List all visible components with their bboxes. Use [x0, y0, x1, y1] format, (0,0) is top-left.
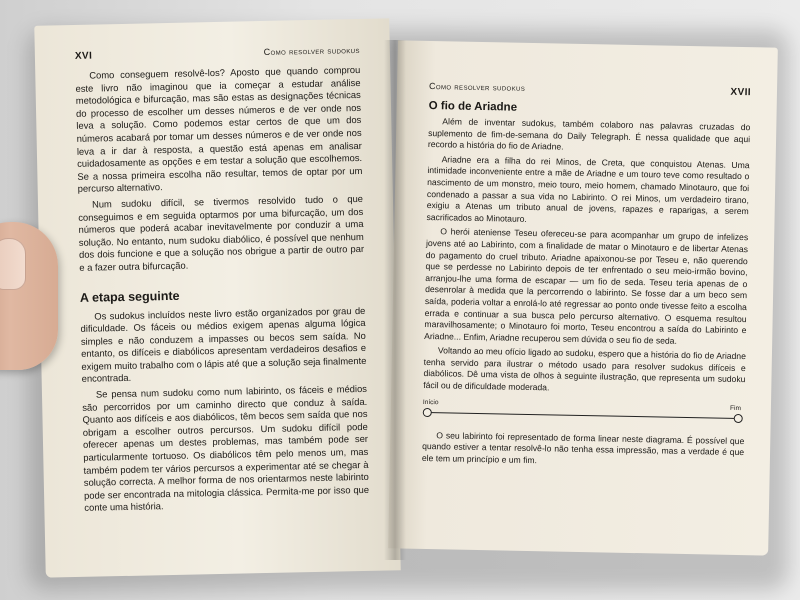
right-page-number: XVII [730, 86, 752, 99]
labyrinth-diagram [423, 396, 745, 430]
left-paragraph: Num sudoku difícil, se tivermos resolvido tudo o que conseguimos e em seguida optarmos por uma bifurcação, um dos números que poderá acabar inevitavelmente por conduzir a uma solução. No entanto, num sudoku diabólico, é possível que nenhum dos dois funcione e que a solução nos obrigue a partir de outro par e a fazer outra bifurcação. [78, 192, 365, 273]
labyrinth-end-node [734, 414, 743, 423]
labyrinth-end-label: Fim [730, 404, 741, 412]
right-paragraph: Ariadne era a filha do rei Minos, de Creta, que conquistou Atenas. Uma intimidade inconveniente entre a mãe de Ariadne e um touro teve como resultado o nascimento de um monstro, meio touro, meio homem, chamado Minotauro, que foi condenado a passar a sua vida no Labirinto. O rei Minos, um verdadeiro tirano, exigiu a Atenas um tributo anual de jovens, rapazes e raparigas, a serem sacrificados ao Minotauro. [426, 154, 750, 224]
left-page-content [75, 45, 370, 518]
holding-thumb [0, 222, 58, 370]
thumbnail-nail [0, 238, 26, 290]
right-paragraph: O herói ateniense Teseu ofereceu-se para acompanhar um grupo de infelizes jovens até ao Labirinto, com a finalidade de matar o Minotauro e de libertar Atenas do pagamento do cruel tributo. Ariadne apaixonou-se por Teseu e, não querendo que se perdesse no Labirinto depois de ter enfrentado o seu meio-irmão bovino, arranjou-lhe uma forma de escapar — um fio de seda. Teseu teria apenas de o desenrolar à medida que la percorrendo o labirinto. Se fosse dar a um beco sem saída, poderia voltar a enrolá-lo até regressar ao ponto onde tivesse feito a escolha errada e continuar a sua busca pelo percurso alternativo. O esquema resultou maravilhosamente; o Minotauro foi morto, Teseu encontrou a saída do Labirinto e Ariadne... Enfim, Ariadne recuperou sem dúvida o seu fio de seda. [424, 226, 749, 346]
right-page-header [429, 81, 751, 98]
right-paragraph: Além de inventar sudokus, também colaboro nas palavras cruzadas do suplemento de fim-de-semana do Daily Telegraph. É nessa qualidade que aqui recordo a história do fio de Ariadne. [427, 116, 751, 152]
right-page [388, 40, 778, 555]
left-section-title: A etapa seguinte [79, 288, 180, 305]
left-paragraph: Os sudokus incluídos neste livro estão organizados por grau de dificuldade. Os fáceis ou médios exigem apenas alguma lógica simples e não conduzem a impasses ou becos sem saída. No entanto, os difíceis e diabólicos apresentam verdadeiros desafios e exigem muito trabalho com o lápis até que a solução seja finalmente encontrada. [80, 304, 367, 385]
right-section-title: O fio de Ariadne [428, 100, 518, 114]
right-closing-paragraph: O seu labirinto foi representado de forma linear neste diagrama. É possível que quando estiver a tentar resolvê-lo não tenha essa impressão, mas a verdade é que ele tem um princípio e um fim. [421, 429, 745, 465]
left-page [34, 18, 400, 577]
labyrinth-path-line [427, 412, 739, 419]
right-page-content [422, 81, 751, 474]
left-page-number: XVI [74, 50, 93, 62]
left-paragraph: Se pensa num sudoku como num labirinto, os fáceis e médios são percorridos por um caminho directo que conduz à saída. Quanto aos difíceis e aos diabólicos, têm becos sem saída que nos obrigam a escolher outros percursos. Um sudoku difícil pode oferecer apenas um destes problemas, mas também pode ser particularmente tortuoso. Os diabólicos têm pelo menos um, mas também podem ter vários percursos a experimentar até se chegar à solução correcta. A melhor forma de nos orientarmos neste labirinto pode ser encontrada na mitologia clássica. Permita-me por isso que conte uma história. [82, 382, 370, 514]
right-running-head: Como resolver sudokus [428, 81, 526, 93]
book-gutter [384, 40, 406, 560]
labyrinth-start-node [423, 408, 432, 417]
right-paragraph: Voltando ao meu ofício ligado ao sudoku, espero que a história do fio de Ariadne tenha servido para ilustrar o método usado para resolver sudokus difíceis e diabólicos. Dê uma vista de olhos à seguinte ilustração, que representa um sudoku fácil ou de dificuldade moderada. [423, 345, 747, 393]
left-page-header [75, 45, 360, 62]
labyrinth-start-label: Início [422, 398, 439, 406]
left-running-head: Como resolver sudokus [263, 44, 360, 57]
left-paragraph: Como conseguem resolvê-los? Aposto que quando comprou este livro não imaginou que ia começar a estudar análise metodológica e bifurcação, mas são estas as designações técnicas do processo de escolher um desses números e de ver onde nos leva a solução. Como podemos estar certos de que um dos números acabará por tomar um desses números e de ver onde nos leva a ir dar à resposta, a questão está apenas em analisar cuidadosamente as opções e em testar a solução que escolhemos. Se a nossa primeira escolha não resultar, temos de optar por um percurso alternativo. [75, 63, 363, 195]
